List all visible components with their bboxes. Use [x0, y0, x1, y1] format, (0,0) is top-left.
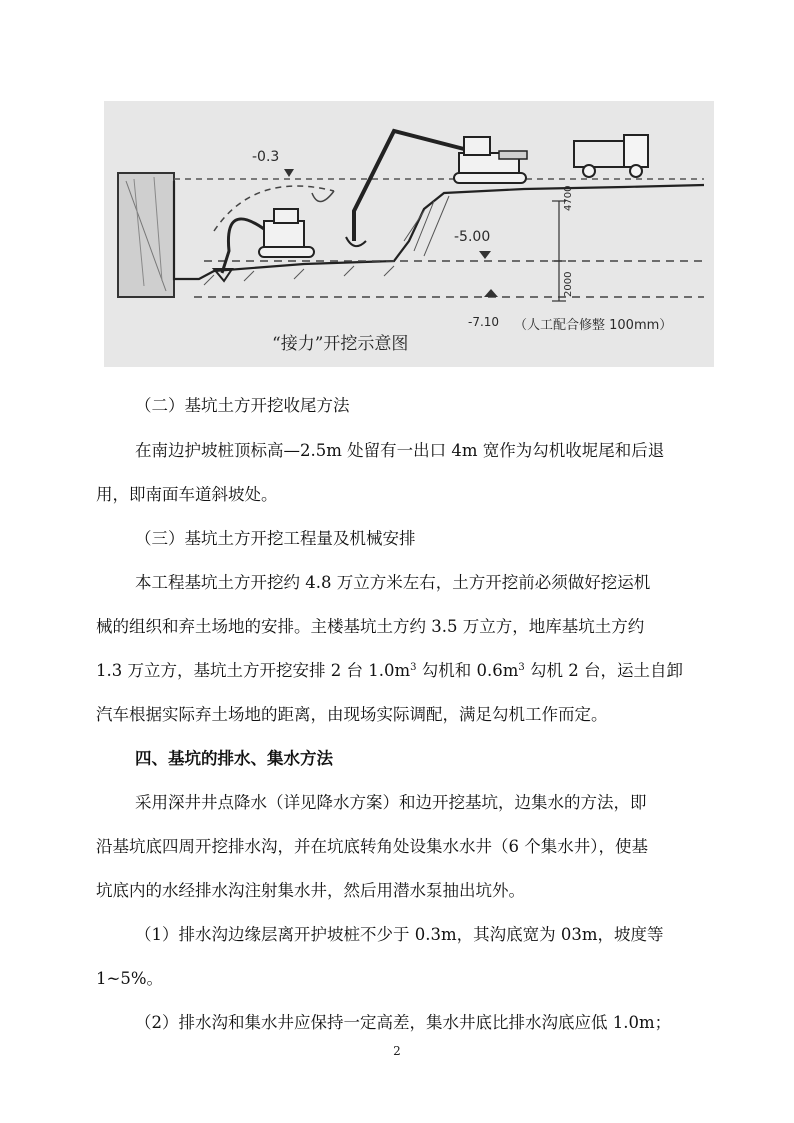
dump-truck [574, 135, 648, 177]
elevation-label-top: -0.3 [252, 149, 280, 165]
section-4-item-1-line-2: 1~5%。 [96, 969, 163, 988]
upper-excavator [346, 131, 527, 246]
section-3-line-4: 汽车根据实际弃土场地的距离，由现场实际调配，满足勾机工作而定。 [96, 705, 608, 724]
excavation-diagram [104, 101, 714, 367]
section-3-line-3-part-a: 1.3 万立方，基坑土方开挖安排 2 台 1.0m [96, 661, 411, 680]
figure-caption: “接力”开挖示意图 [272, 334, 409, 354]
section-4-heading: 四、基坑的排水、集水方法 [135, 749, 333, 768]
superscript-cubic-2: 3 [518, 662, 525, 673]
page-number: 2 [393, 1044, 401, 1058]
section-4-line-3: 坑底内的水经排水沟注射集水井，然后用潜水泵抽出坑外。 [96, 881, 525, 900]
dimension-label-upper: 4700 [563, 185, 574, 211]
elevation-label-mid: -5.00 [454, 229, 491, 245]
excavation-profile [174, 181, 704, 279]
section-4-line-2: 沿基坑底四周开挖排水沟，并在坑底转角处设集水水井（6 个集水井），使基 [96, 837, 648, 856]
elevation-marker-mid [479, 251, 491, 259]
section-4-item-1-line-1: （1）排水沟边缘层离开护坡桩不少于 0.3m，其沟底宽为 03m，坡度等 [135, 925, 664, 944]
section-3-line-3-part-b: 勾机和 0.6m [416, 661, 519, 680]
elevation-marker-bottom [484, 289, 498, 297]
section-3-line-2: 械的组织和弃土场地的安排。主楼基坑土方约 3.5 万立方，地库基坑土方约 [96, 617, 645, 636]
section-4-item-2-line-1: （2）排水沟和集水井应保持一定高差，集水井底比排水沟底应低 1.0m； [135, 1013, 672, 1032]
dimension-label-lower: 2000 [563, 271, 574, 297]
section-2-heading: （二）基坑土方开挖收尾方法 [135, 396, 350, 415]
elevation-label-bottom: -7.10 [468, 315, 500, 329]
elevation-note: （人工配合修整 100mm） [514, 318, 673, 333]
section-3-line-1: 本工程基坑土方开挖约 4.8 万立方米左右，土方开挖前必须做好挖运机 [135, 573, 651, 592]
section-4-line-1: 采用深井井点降水（详见降水方案）和边开挖基坑，边集水的方法，即 [135, 793, 647, 812]
superscript-cubic-1: 3 [410, 662, 417, 673]
section-3-heading: （三）基坑土方开挖工程量及机械安排 [135, 529, 416, 548]
section-3-line-3-part-c: 勾机 2 台，运土自卸 [524, 661, 683, 680]
section-2-line-1: 在南边护坡桩顶标高—2.5m 处留有一出口 4m 宽作为勾机收坭尾和后退 [135, 441, 665, 460]
section-3-line-3 [96, 660, 706, 682]
elevation-marker-top [284, 169, 294, 177]
section-2-line-2: 用，即南面车道斜坡处。 [96, 485, 278, 504]
